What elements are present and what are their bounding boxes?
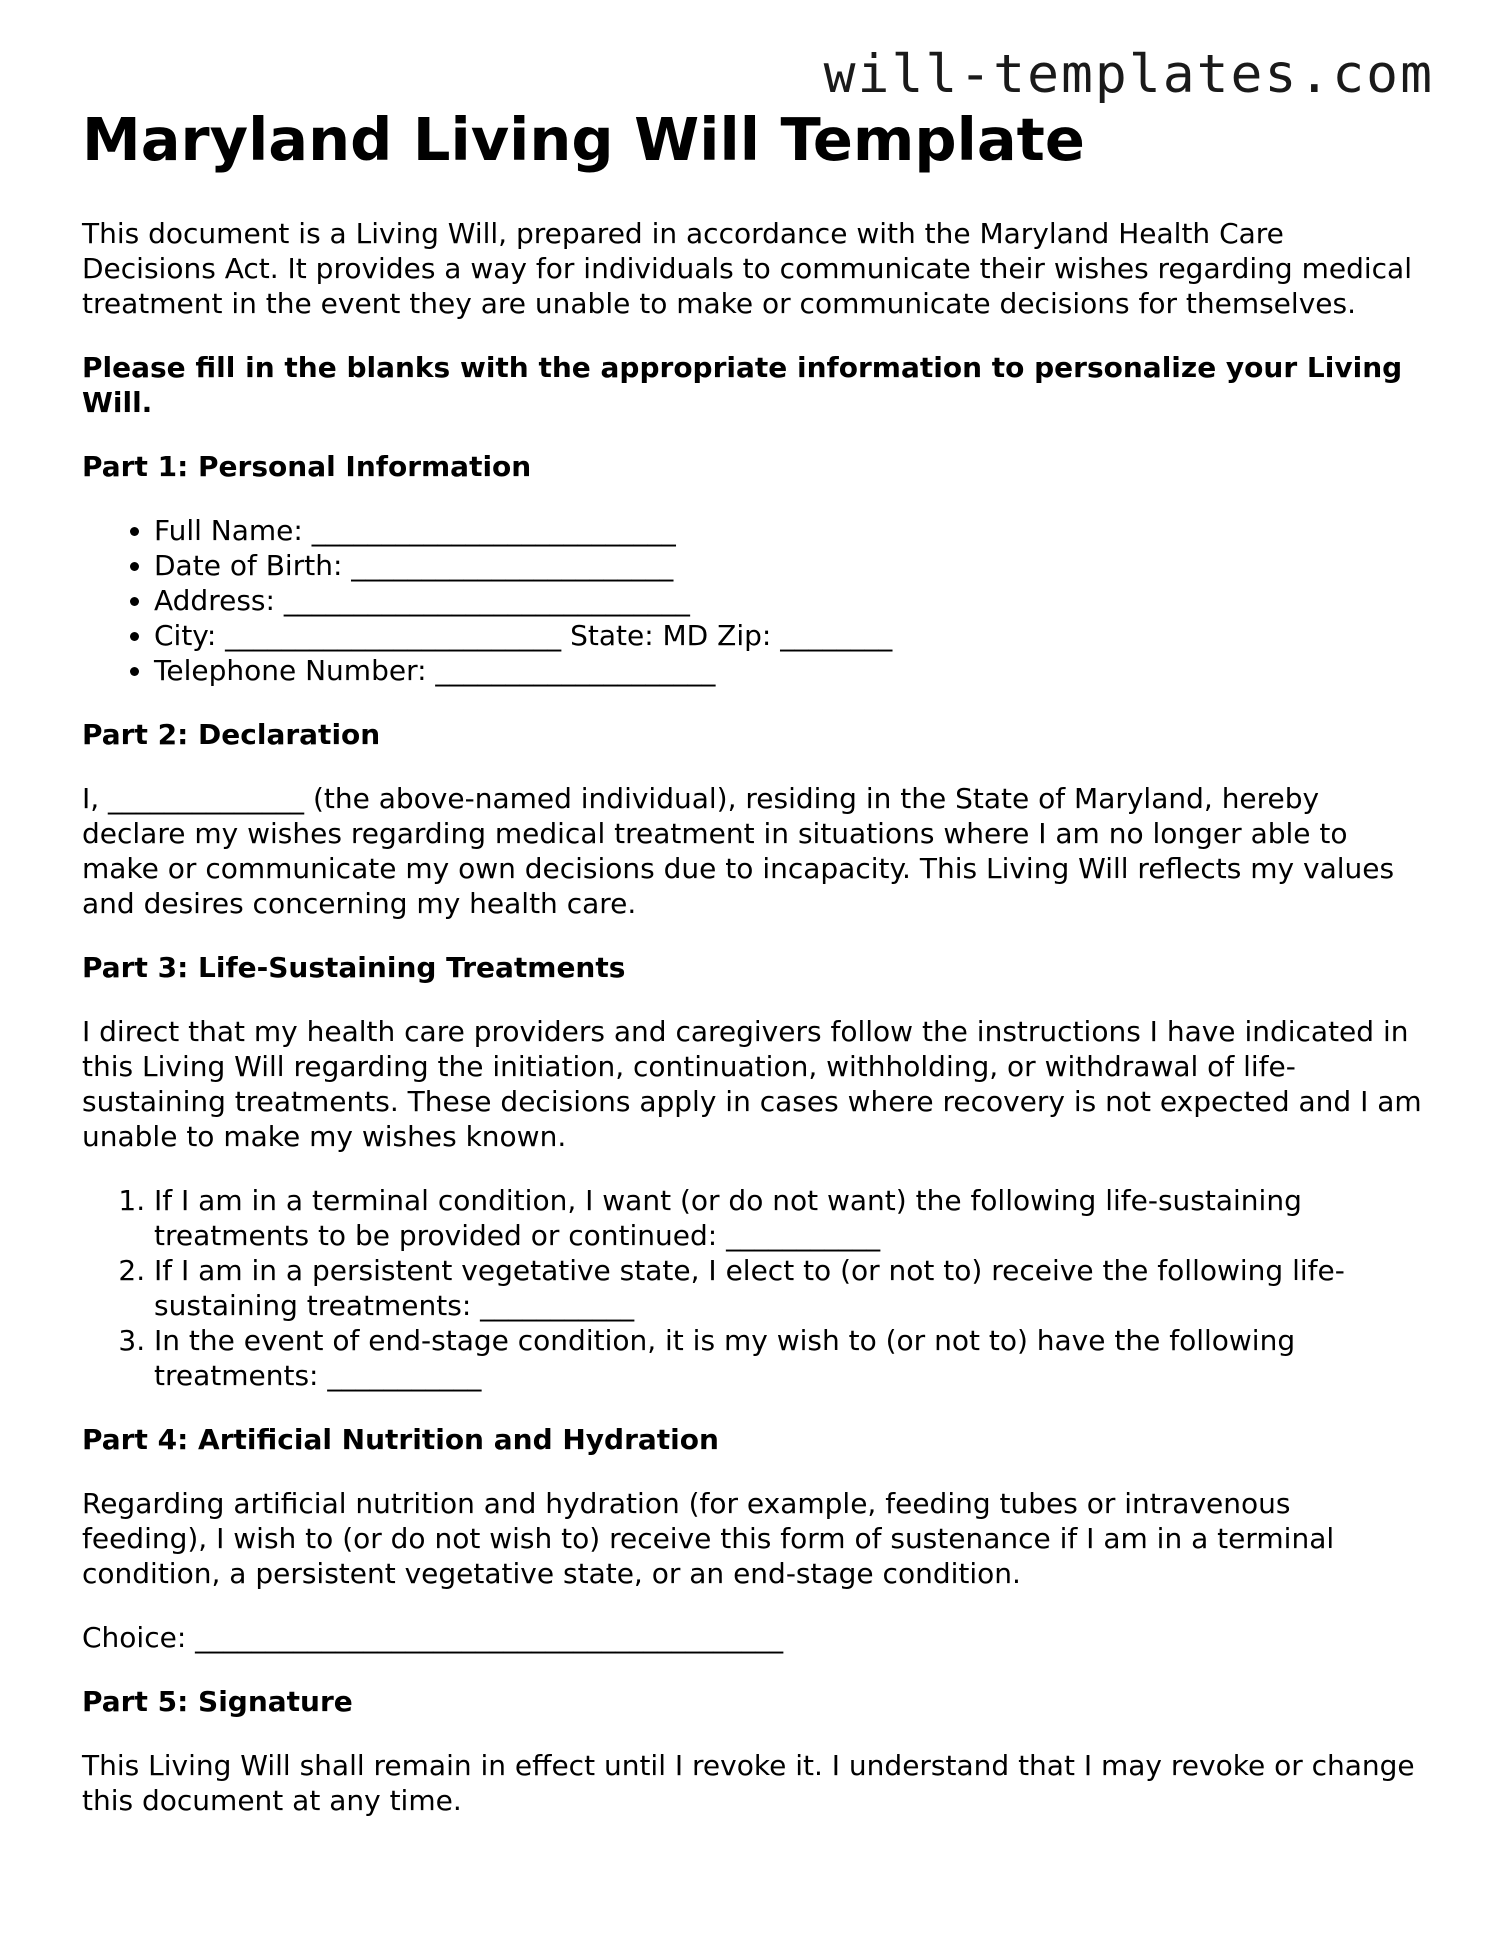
treatments-paragraph: I direct that my health care providers and caregivers follow the instructions I have indicated in this Living Will regarding the initiation, continuation, withholding, or withdrawal of life-sustaining treatments. These decisions apply in cases where recovery is not expected and I am unable to make my wishes known. — [82, 1015, 1422, 1153]
instruction-paragraph: Please fill in the blanks with the appropriate information to personalize your Living Will. — [82, 351, 1403, 419]
site-watermark: will-templates.com — [823, 44, 1434, 105]
full-name-field: • Full Name: __________________________ — [154, 513, 1422, 548]
document-page — [82, 104, 1422, 1847]
end-stage-item: 3. In the event of end-stage condition, it is my wish to (or not to) have the following treatments: ___________ — [154, 1323, 1422, 1393]
part5-heading: Part 5: Signature — [82, 1685, 353, 1718]
address-field: • Address: _____________________________ — [154, 583, 1422, 618]
telephone-field: • Telephone Number: ____________________ — [154, 653, 1422, 688]
choice-field: Choice: __________________________________________ — [82, 1621, 784, 1654]
vegetative-state-item: 2. If I am in a persistent vegetative state, I elect to (or not to) receive the following life-sustaining treatments: ___________ — [154, 1253, 1422, 1323]
declaration-paragraph: I, ______________ (the above-named individual), residing in the State of Maryland, hereby declare my wishes regarding medical treatment in situations where I am no longer able to make or communicate my own decisions due to incapacity. This Living Will reflects my values and desires concerning my health care. — [82, 782, 1395, 920]
terminal-condition-item: 1. If I am in a terminal condition, I want (or do not want) the following life-sustaining treatments to be provided or continued: ___________ — [154, 1183, 1422, 1253]
part2-heading: Part 2: Declaration — [82, 718, 381, 751]
part4-heading: Part 4: Artificial Nutrition and Hydration — [82, 1423, 719, 1456]
signature-paragraph: This Living Will shall remain in effect until I revoke it. I understand that I may revoke or change this document at any time. — [82, 1749, 1415, 1817]
page-title: Maryland Living Will Template — [82, 105, 1085, 174]
personal-info-list — [82, 513, 1422, 688]
city-state-zip-field: • City: ________________________ State: MD Zip: ________ — [154, 618, 1422, 653]
nutrition-paragraph: Regarding artificial nutrition and hydration (for example, feeding tubes or intravenous feeding), I wish to (or do not wish to) receive this form of sustenance if I am in a terminal condition, a persistent vegetative state, or an end-stage condition. — [82, 1487, 1335, 1590]
part3-heading: Part 3: Life-Sustaining Treatments — [82, 951, 626, 984]
part1-heading: Part 1: Personal Information — [82, 450, 532, 483]
treatments-list — [82, 1183, 1422, 1393]
date-of-birth-field: • Date of Birth: _______________________ — [154, 548, 1422, 583]
intro-paragraph: This document is a Living Will, prepared in accordance with the Maryland Health Care Decisions Act. It provides a way for individuals to communicate their wishes regarding medical treatment in the event they are unable to make or communicate decisions for themselves. — [82, 217, 1412, 320]
